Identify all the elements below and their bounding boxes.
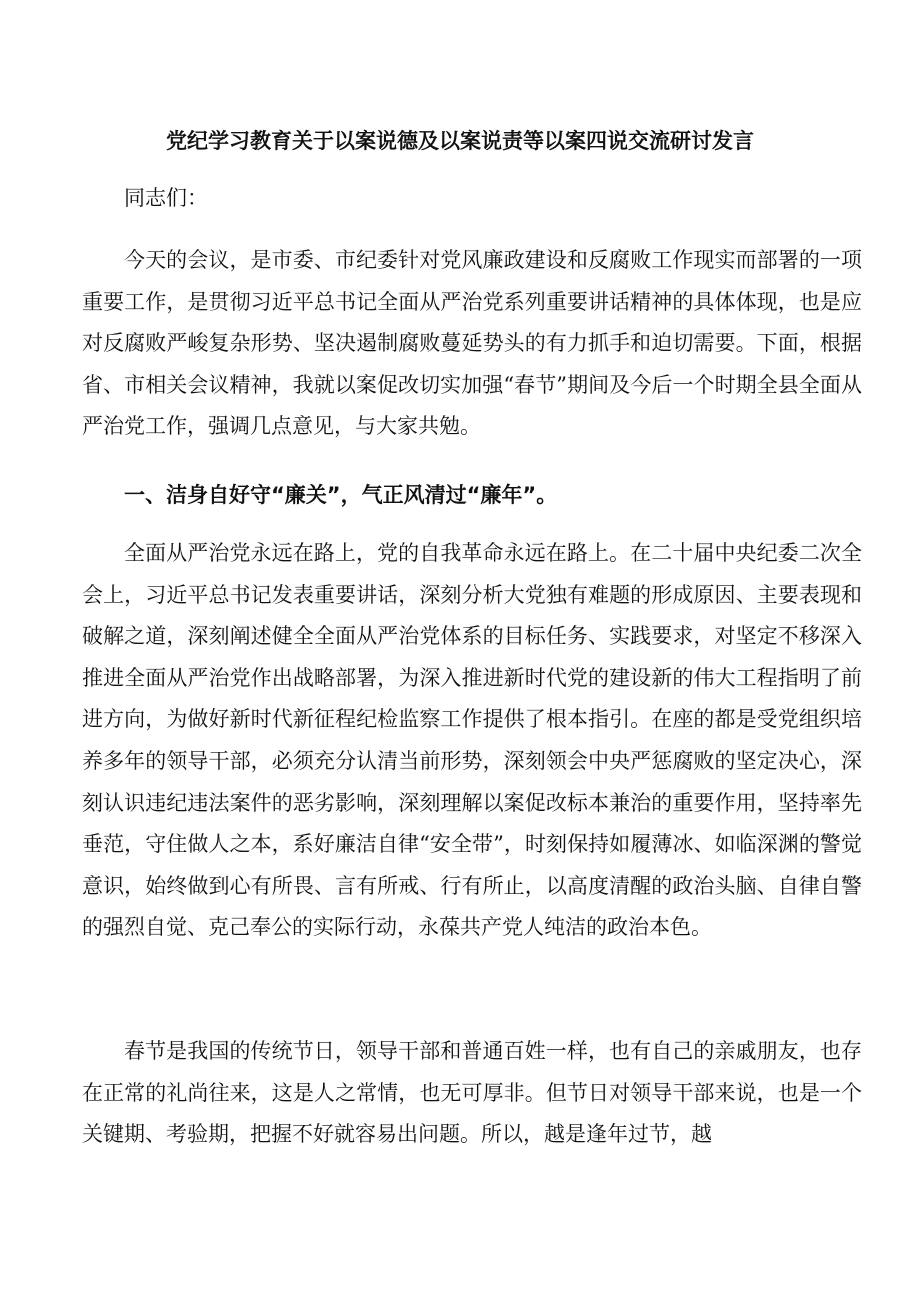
paragraph-section-1: 全面从严治党永远在路上，党的自我革命永远在路上。在二十届中央纪委二次全会上，习近平总书记发表重要讲话，深刻分析大党独有难题的形成原因、主要表现和破解之道，深刻阐述健全全面从严治党体系的目标任务、实践要求，对坚定不移深入推进全面从严治党作出战略部署，为深入推进新时代党的建设新的伟大工程指明了前进方向，为做好新时代新征程纪检监察工作提供了根本指引。在座的都是受党组织培养多年的领导干部，必须充分认清当前形势，深刻领会中央严惩腐败的坚定决心，深刻认识违纪违法案件的恶劣影响，深刻理解以案促改标本兼治的重要作用，坚持率先垂范，守住做人之本，系好廉洁自律“安全带”，时刻保持如履薄冰、如临深渊的警觉意识，始终做到心有所畏、言有所戒、行有所止，以高度清醒的政治头脑、自律自警的强烈自觉、克己奉公的实际行动，永葆共产党人纯洁的政治本色。 — [82, 541, 862, 940]
paragraph-spring-festival: 春节是我国的传统节日，领导干部和普通百姓一样，也有自己的亲戚朋友，也存在正常的礼尚往来，这是人之常情，也无可厚非。但节日对领导干部来说，也是一个关键期、考验期，把握不好就容易出问题。所以，越是逢年过节，越 — [82, 1039, 862, 1147]
salutation: 同志们： — [124, 186, 208, 210]
document-title: 党纪学习教育关于以案说德及以案说责等以案四说交流研讨发言 — [166, 128, 754, 153]
section-heading-1: 一、洁身自好守“廉关”，气正风清过“廉年”。 — [124, 483, 558, 507]
paragraph-intro: 今天的会议，是市委、市纪委针对党风廉政建设和反腐败工作现实而部署的一项重要工作，是贯彻习近平总书记全面从严治党系列重要讲话精神的具体体现，也是应对反腐败严峻复杂形势、坚决遏制腐败蔓延势头的有力抓手和迫切需要。下面，根据省、市相关会议精神，我就以案促改切实加强“春节”期间及今后一个时期全县全面从严治党工作，强调几点意见，与大家共勉。 — [82, 248, 862, 439]
